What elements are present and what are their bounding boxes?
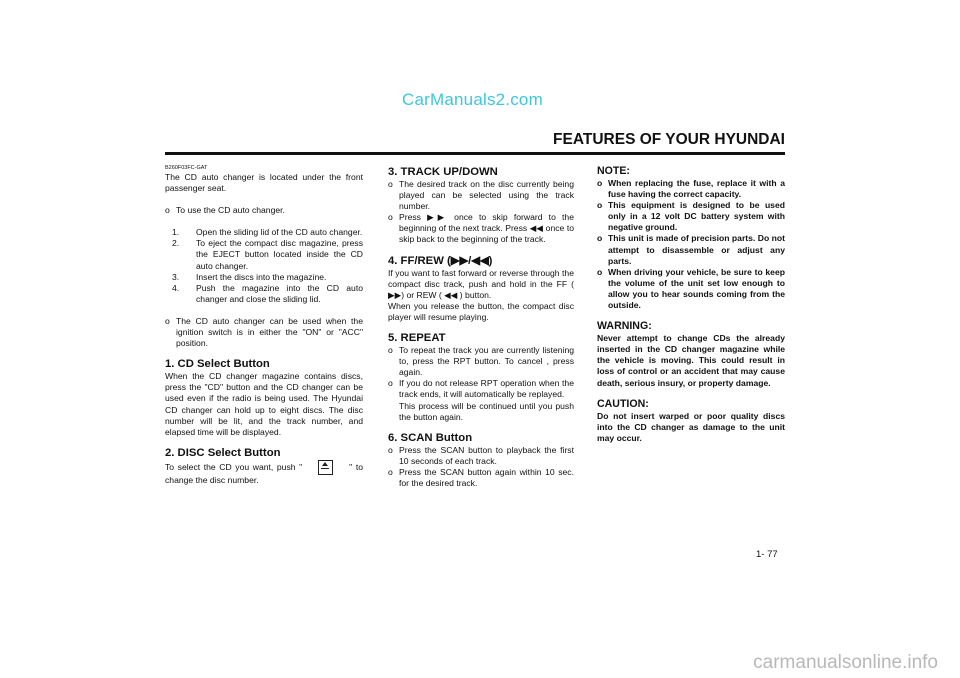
bullet-item — [165, 316, 363, 349]
bullet-text: The CD auto changer can be used when the ignition switch is in either the "ON" or "ACC" position. — [176, 315, 363, 349]
column-right — [597, 165, 785, 444]
track-heading: 3. TRACK UP/DOWN — [388, 166, 498, 178]
bullet-item — [388, 445, 574, 467]
note-text: When driving your vehicle, be sure to keep the volume of the unit set low enough to allow you to hear sounds coming from the outside. — [608, 266, 785, 311]
disc-text-start: To select the CD you want, push " — [165, 461, 303, 472]
column-middle — [388, 165, 574, 489]
step-number: 2. — [172, 238, 180, 249]
step-number: 3. — [172, 271, 180, 282]
bullet-mark: o — [388, 179, 393, 189]
bullet-item — [165, 205, 363, 216]
intro-paragraph: The CD auto changer is located under the front passenger seat. — [165, 172, 363, 194]
repeat-continuation — [388, 401, 574, 423]
watermark-top[interactable]: CarManuals2.com — [402, 90, 543, 109]
warning-paragraph: Never attempt to change CDs the already inserted in the CD changer magazine while the vehicle is moving. This could result in loss of control or an accident that may cause death, serious insury, or property damage. — [597, 333, 785, 388]
bullet-mark: o — [388, 378, 393, 389]
watermark-bottom[interactable]: carmanualsonline.info — [753, 652, 938, 673]
note-item — [597, 267, 785, 311]
note-text: This equipment is designed to be used only in a 12 volt DC battery system with negative ground. — [608, 200, 785, 233]
step-number: 1. — [172, 227, 180, 238]
bullet-mark: o — [388, 466, 393, 477]
step-text: Open the sliding lid of the CD auto changer. — [196, 227, 363, 238]
column-left — [165, 165, 363, 486]
bullet-text: The desired track on the disc currently being played can be selected using the track number. — [399, 179, 574, 212]
bullet-mark: o — [388, 444, 393, 455]
note-item — [597, 178, 785, 200]
note-text: When replacing the fuse, replace it with a fuse having the correct capacity. — [608, 178, 785, 200]
bullet-mark: o — [165, 315, 170, 326]
bullet-item — [388, 212, 574, 245]
bullet-item — [388, 179, 574, 212]
ff-rew-heading: 4. FF/REW (▶▶/◀◀) — [388, 254, 493, 267]
warning-heading: WARNING: — [597, 320, 652, 333]
bullet-item — [388, 378, 574, 400]
step-item — [165, 272, 363, 283]
bullet-text: Press ▶▶ once to skip forward to the beginning of the next track. Press ◀◀ once to skip back to the beginning of the track. — [399, 212, 574, 245]
disc-select-paragraph — [165, 460, 363, 486]
bullet-text: Press the SCAN button to playback the first 10 seconds of each track. — [399, 444, 574, 466]
step-item — [165, 227, 363, 238]
bullet-mark: o — [597, 233, 603, 244]
bullet-item — [388, 345, 574, 378]
repeat-heading: 5. REPEAT — [388, 332, 446, 345]
bullet-text: Press the SCAN button again within 10 sec. for the desired track. — [399, 466, 574, 488]
step-text: Insert the discs into the magazine. — [196, 271, 327, 282]
bullet-text: To use the CD auto changer. — [176, 205, 285, 216]
ff-rew-paragraph: If you want to fast forward or reverse through the compact disc track, push and hold in the FF ( ▶▶) or REW ( ◀◀ ) button. — [388, 267, 574, 300]
bullet-mark: o — [388, 212, 393, 223]
bullet-text: This process will be continued until you push the button again. — [399, 400, 574, 422]
cd-select-paragraph: When the CD changer magazine contains discs, press the "CD" button and the CD changer can be used even if the radio is being used. The Hyundai CD changer can hold up to eight discs. The disc number will be lit, and the track number, and elapsed time will be displayed. — [165, 371, 363, 437]
note-item — [597, 233, 785, 266]
bullet-item — [388, 467, 574, 489]
disc-button-icon — [318, 460, 333, 475]
bullet-text: To repeat the track you are currently listening to, press the RPT button. To cancel , press again. — [399, 345, 574, 378]
bullet-text: If you do not release RPT operation when the track ends, it will automatically be replayed. — [399, 378, 574, 400]
note-item — [597, 200, 785, 233]
step-item — [165, 283, 363, 305]
ff-rew-paragraph-2: When you release the button, the compact disc player will resume playing. — [388, 300, 574, 322]
step-item — [165, 238, 363, 271]
cd-select-heading: 1. CD Select Button — [165, 358, 270, 371]
section-code: B260F03FC-GAT — [165, 165, 208, 171]
bullet-mark: o — [388, 345, 393, 356]
bullet-mark: o — [597, 266, 603, 277]
scan-heading: 6. SCAN Button — [388, 431, 473, 444]
bullet-mark: o — [597, 200, 603, 211]
caution-heading: CAUTION: — [597, 397, 649, 410]
step-text: To eject the compact disc magazine, press the EJECT button located inside the CD auto changer. — [196, 238, 363, 271]
page-number: 1- 77 — [756, 549, 778, 560]
disc-select-heading: 2. DISC Select Button — [165, 446, 281, 459]
step-text: Push the magazine into the CD auto changer and close the sliding lid. — [196, 282, 363, 304]
note-text: This unit is made of precision parts. Do not attempt to disassemble or adjust any parts. — [608, 233, 785, 266]
step-number: 4. — [172, 282, 180, 293]
page-title: FEATURES OF YOUR HYUNDAI — [553, 131, 785, 148]
bullet-mark: o — [597, 178, 603, 188]
disc-text-end: " to change the disc number. — [165, 461, 363, 485]
page-header — [165, 130, 785, 155]
caution-paragraph: Do not insert warped or poor quality discs into the CD changer as damage to the unit may occur. — [597, 410, 785, 443]
note-heading: NOTE: — [597, 165, 630, 177]
bullet-mark: o — [165, 205, 170, 216]
